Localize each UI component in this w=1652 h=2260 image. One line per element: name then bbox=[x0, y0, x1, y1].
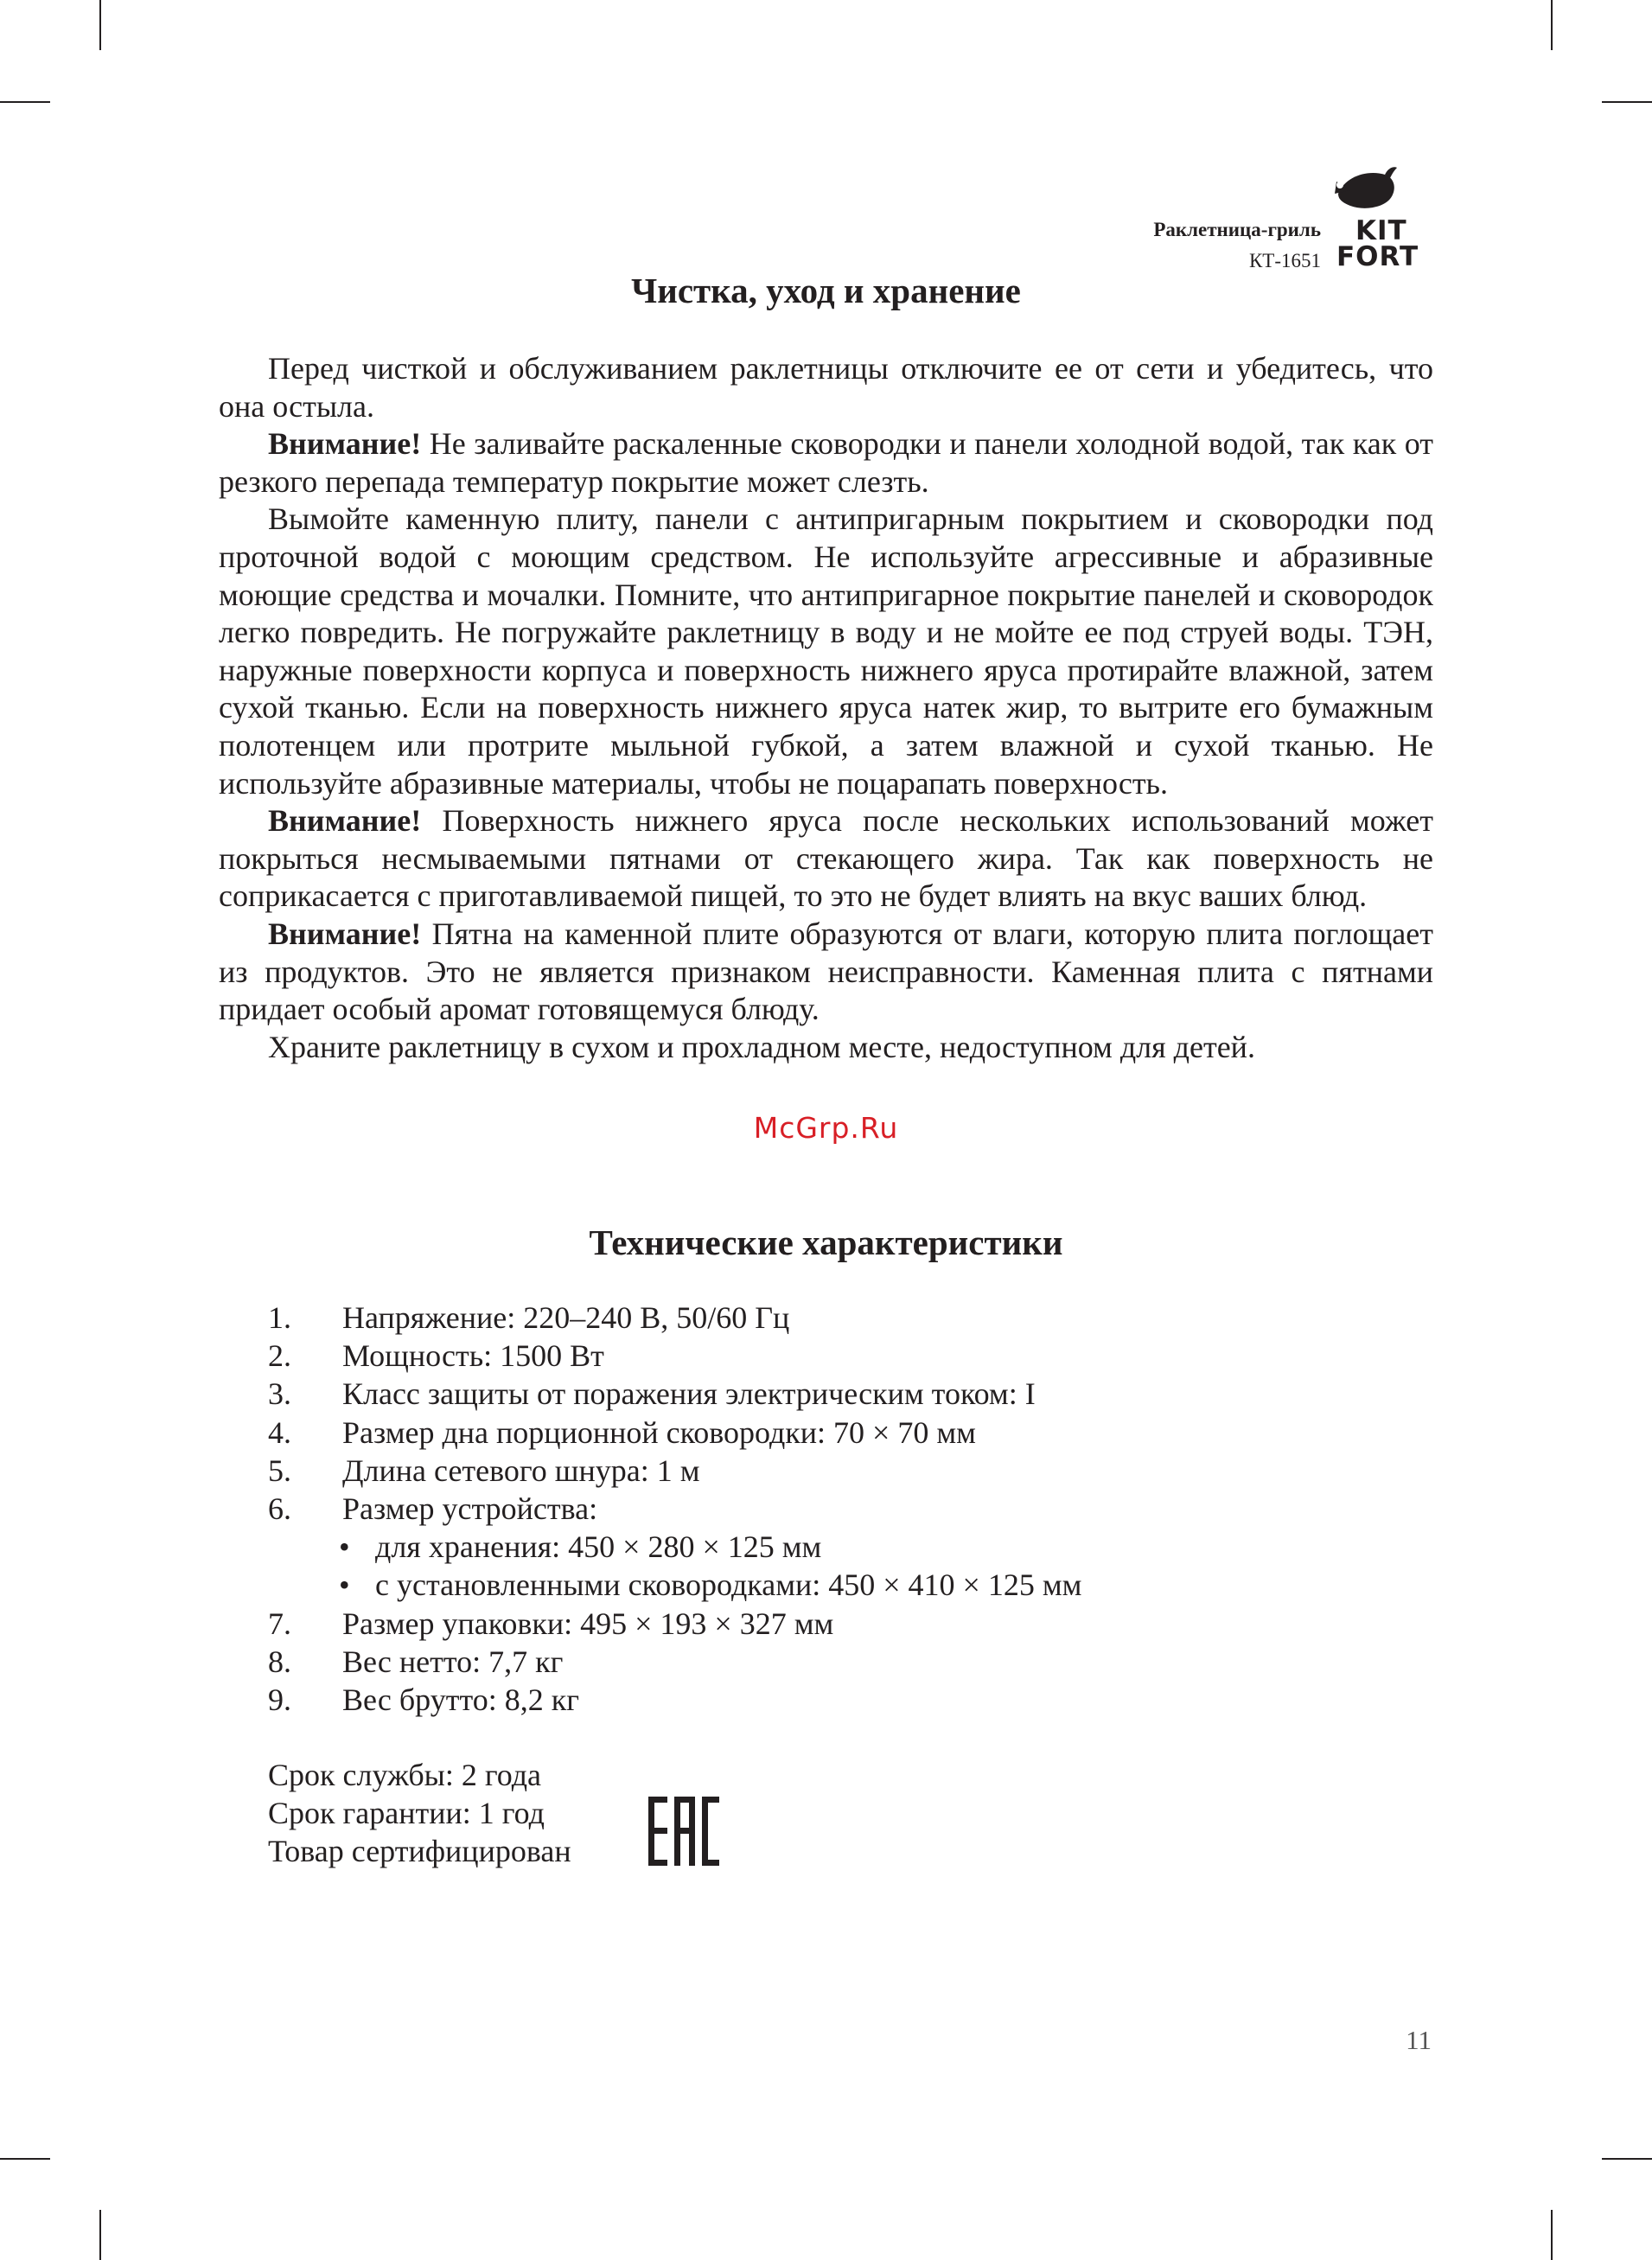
footer-block bbox=[268, 1756, 571, 1871]
warning-label: Внимание! bbox=[268, 916, 422, 951]
list-number: 9. bbox=[268, 1682, 291, 1718]
list-text: Вес брутто: 8,2 кг bbox=[342, 1682, 579, 1718]
list-item bbox=[268, 1605, 1081, 1643]
cleaning-body bbox=[219, 350, 1433, 1066]
paragraph bbox=[219, 916, 1433, 1029]
paragraph: Перед чисткой и обслуживанием раклетницы отключите ее от сети и убедитесь, что она остыла. bbox=[219, 351, 1433, 424]
crop-mark bbox=[1602, 2158, 1652, 2160]
specs-list bbox=[268, 1299, 1081, 1719]
list-number: 6. bbox=[268, 1491, 291, 1527]
sub-list-item bbox=[268, 1566, 1081, 1604]
bullet: • bbox=[339, 1567, 350, 1603]
list-item bbox=[268, 1414, 1081, 1452]
sub-list-item bbox=[268, 1528, 1081, 1566]
watermark: McGrp.Ru bbox=[753, 1111, 899, 1145]
specs-title: Технические характеристики bbox=[589, 1223, 1063, 1262]
crop-mark bbox=[0, 101, 50, 103]
running-header bbox=[1153, 214, 1321, 277]
paragraph-text: Поверхность нижнего яруса после нескольких использований может покрыться несмываемыми пятнами от стекающего жира. Так как поверхность не соприкасается с приготавливаемой пищей, то это не будет влиять на вкус ваших блюд. bbox=[219, 803, 1433, 914]
eac-mark-icon bbox=[648, 1797, 719, 1870]
list-item bbox=[268, 1452, 1081, 1490]
crop-mark bbox=[1602, 101, 1652, 103]
list-text: Размер упаковки: 495 × 193 × 327 мм bbox=[342, 1606, 834, 1641]
list-number: 2. bbox=[268, 1338, 291, 1374]
paragraph: Храните раклетницу в сухом и прохладном месте, недоступном для детей. bbox=[268, 1029, 1255, 1064]
warning-label: Внимание! bbox=[268, 426, 422, 462]
list-item bbox=[268, 1681, 1081, 1719]
list-number: 8. bbox=[268, 1644, 291, 1679]
list-number: 3. bbox=[268, 1376, 291, 1412]
list-item bbox=[268, 1643, 1081, 1681]
list-text: Класс защиты от поражения электрическим током: I bbox=[342, 1376, 1036, 1412]
paragraph-text: Не заливайте раскаленные сковородки и панели холодной водой, так как от резкого перепада температур покрытие может слезть. bbox=[219, 426, 1433, 499]
paragraph-text: Пятна на каменной плите образуются от влаги, которую плита поглощает из продуктов. Это не является признаком неисправности. Каменная плита с пятнами придает особый аромат готовящемуся блюду. bbox=[219, 916, 1433, 1027]
list-item bbox=[268, 1490, 1081, 1528]
list-text: Мощность: 1500 Вт bbox=[342, 1338, 604, 1374]
model-number: КТ-1651 bbox=[1248, 250, 1321, 271]
page-number: 11 bbox=[1406, 2025, 1432, 2055]
service-life: Срок службы: 2 года bbox=[268, 1758, 542, 1792]
warning-label: Внимание! bbox=[268, 803, 422, 839]
list-text: Напряжение: 220–240 В, 50/60 Гц bbox=[342, 1300, 790, 1335]
list-text: для хранения: 450 × 280 × 125 мм bbox=[375, 1529, 822, 1565]
whale-icon bbox=[1330, 164, 1399, 216]
crop-mark bbox=[99, 2210, 101, 2260]
product-name: Раклетница-гриль bbox=[1153, 219, 1321, 240]
paragraph bbox=[219, 425, 1433, 501]
list-number: 1. bbox=[268, 1300, 291, 1335]
list-text: Размер дна порционной сковородки: 70 × 70 мм bbox=[342, 1414, 976, 1450]
list-number: 4. bbox=[268, 1414, 291, 1450]
paragraph: Вымойте каменную плиту, панели с антипригарным покрытием и сковородки под проточной водой с моющим средством. Не используйте агрессивные и абразивные моющие средства и мочалки. Помните, что антипригарное покрытие панелей и сковородок легко повредить. Не погружайте раклетницу в воду и не мойте ее под струей воды. ТЭН, наружные поверхности корпуса и поверхность нижнего яруса протирайте влажной, затем сухой тканью. Если на поверхность нижнего яруса натек жир, то вытрите его бумажным полотенцем или протрите мыльной губкой, а затем влажной и сухой тканью. Не используйте абразивные материалы, чтобы не поцарапать поверхность. bbox=[219, 501, 1433, 801]
bullet: • bbox=[339, 1529, 350, 1565]
certified: Товар сертифицирован bbox=[268, 1834, 571, 1869]
logo-text-kit: KIT bbox=[1355, 215, 1407, 246]
cleaning-title: Чистка, уход и хранение bbox=[631, 271, 1021, 310]
logo-text-fort: FORT bbox=[1336, 241, 1419, 272]
list-text: Длина сетевого шнура: 1 м bbox=[342, 1452, 700, 1488]
crop-mark bbox=[99, 0, 101, 50]
list-item bbox=[268, 1337, 1081, 1375]
list-number: 7. bbox=[268, 1606, 291, 1641]
list-item bbox=[268, 1375, 1081, 1413]
list-number: 5. bbox=[268, 1452, 291, 1488]
paragraph bbox=[219, 802, 1433, 916]
list-text: Вес нетто: 7,7 кг bbox=[342, 1644, 564, 1679]
kitfort-logo bbox=[1323, 164, 1439, 272]
crop-mark bbox=[0, 2158, 50, 2160]
list-text: с установленными сковородками: 450 × 410 × 125 мм bbox=[375, 1567, 1082, 1603]
crop-mark bbox=[1551, 2210, 1553, 2260]
crop-mark bbox=[1551, 0, 1553, 50]
list-item bbox=[268, 1299, 1081, 1337]
list-text: Размер устройства: bbox=[342, 1491, 598, 1527]
warranty: Срок гарантии: 1 год bbox=[268, 1796, 545, 1831]
